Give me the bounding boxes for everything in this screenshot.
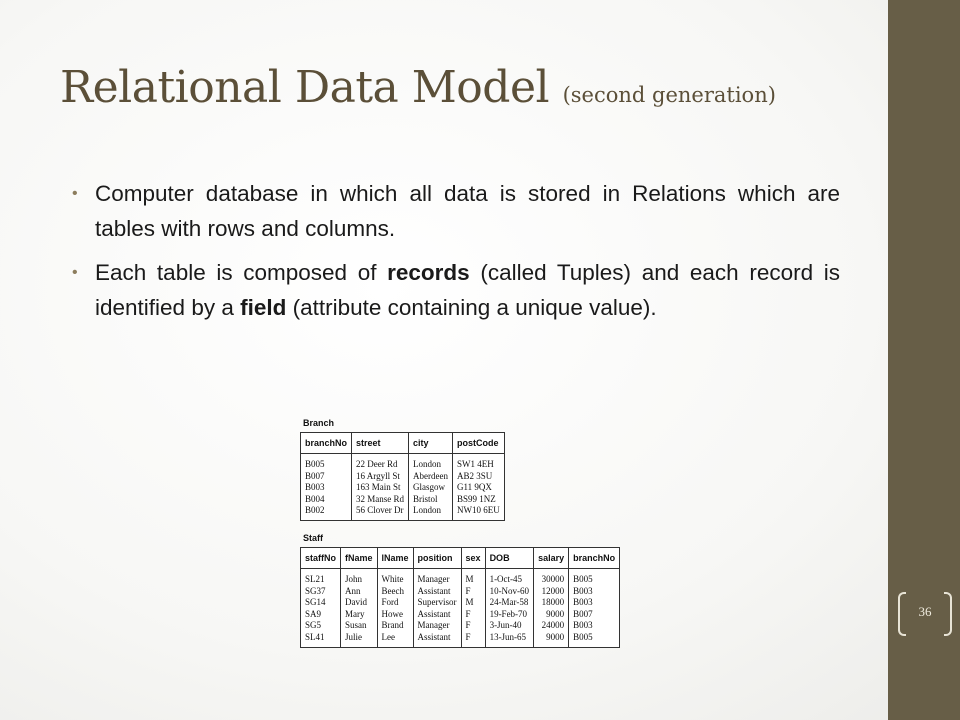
table-cell: Manager bbox=[413, 620, 461, 632]
table-row bbox=[301, 620, 620, 632]
bullet-text: (attribute containing a unique value). bbox=[286, 295, 657, 320]
table-cell: SA9 bbox=[301, 609, 341, 621]
column-header: salary bbox=[534, 547, 569, 568]
column-header: branchNo bbox=[301, 433, 352, 454]
relation-tables-figure bbox=[300, 418, 620, 648]
branch-table bbox=[300, 432, 505, 521]
table-cell: 1-Oct-45 bbox=[485, 568, 534, 585]
table-cell: Howe bbox=[377, 609, 413, 621]
table-row bbox=[301, 586, 620, 598]
table-cell: F bbox=[461, 632, 485, 647]
table-cell: 13-Jun-65 bbox=[485, 632, 534, 647]
table-cell: Lee bbox=[377, 632, 413, 647]
table-row bbox=[301, 454, 505, 471]
table-cell: F bbox=[461, 620, 485, 632]
bullet-keyword-field: field bbox=[240, 295, 287, 320]
table-cell: B003 bbox=[569, 586, 620, 598]
column-header: lName bbox=[377, 547, 413, 568]
table-cell: BS99 1NZ bbox=[453, 494, 505, 506]
table-cell: M bbox=[461, 597, 485, 609]
table-cell: F bbox=[461, 609, 485, 621]
table-cell: 16 Argyll St bbox=[352, 471, 409, 483]
table-cell: B002 bbox=[301, 505, 352, 520]
table-cell: Brand bbox=[377, 620, 413, 632]
column-header: branchNo bbox=[569, 547, 620, 568]
table-cell: 12000 bbox=[534, 586, 569, 598]
column-header: street bbox=[352, 433, 409, 454]
table-cell: SL41 bbox=[301, 632, 341, 647]
table-cell: Supervisor bbox=[413, 597, 461, 609]
table-cell: 24000 bbox=[534, 620, 569, 632]
column-header: position bbox=[413, 547, 461, 568]
staff-table-body bbox=[301, 568, 620, 647]
table-cell: London bbox=[409, 505, 453, 520]
page-number: 36 bbox=[918, 604, 932, 619]
table-cell: 32 Manse Rd bbox=[352, 494, 409, 506]
table-cell: B005 bbox=[569, 568, 620, 585]
staff-table-caption: Staff bbox=[303, 532, 323, 543]
table-cell: John bbox=[341, 568, 378, 585]
bullet-dot-icon: • bbox=[72, 185, 78, 202]
table-cell: 22 Deer Rd bbox=[352, 454, 409, 471]
page-number-badge bbox=[898, 592, 952, 632]
staff-table bbox=[300, 547, 620, 648]
table-cell: B003 bbox=[569, 597, 620, 609]
table-cell: Ford bbox=[377, 597, 413, 609]
table-cell: Mary bbox=[341, 609, 378, 621]
column-header: city bbox=[409, 433, 453, 454]
table-cell: 18000 bbox=[534, 597, 569, 609]
bullet-item bbox=[72, 176, 840, 246]
table-cell: Bristol bbox=[409, 494, 453, 506]
column-header: DOB bbox=[485, 547, 534, 568]
bullet-item bbox=[72, 255, 840, 325]
table-cell: Susan bbox=[341, 620, 378, 632]
table-cell: London bbox=[409, 454, 453, 471]
table-cell: David bbox=[341, 597, 378, 609]
table-cell: M bbox=[461, 568, 485, 585]
table-cell: NW10 6EU bbox=[453, 505, 505, 520]
table-row bbox=[301, 505, 505, 520]
bullet-text: Each table is composed of bbox=[95, 260, 388, 285]
table-cell: SG37 bbox=[301, 586, 341, 598]
column-header: postCode bbox=[453, 433, 505, 454]
table-row bbox=[301, 568, 620, 585]
table-cell: White bbox=[377, 568, 413, 585]
bullet-text: Computer database in which all data is stored in Relations which are tables with rows and columns. bbox=[95, 181, 840, 241]
branch-table-caption: Branch bbox=[303, 418, 335, 428]
table-cell: Assistant bbox=[413, 586, 461, 598]
table-cell: B007 bbox=[301, 471, 352, 483]
table-cell: Manager bbox=[413, 568, 461, 585]
table-cell: 56 Clover Dr bbox=[352, 505, 409, 520]
table-row bbox=[301, 471, 505, 483]
branch-table-block bbox=[300, 418, 620, 521]
column-header: fName bbox=[341, 547, 378, 568]
staff-table-block bbox=[300, 533, 620, 648]
table-row bbox=[301, 609, 620, 621]
table-cell: F bbox=[461, 586, 485, 598]
table-cell: B003 bbox=[569, 620, 620, 632]
table-cell: 24-Mar-58 bbox=[485, 597, 534, 609]
table-cell: B004 bbox=[301, 494, 352, 506]
table-cell: Julie bbox=[341, 632, 378, 647]
table-cell: AB2 3SU bbox=[453, 471, 505, 483]
branch-table-body bbox=[301, 454, 505, 521]
table-cell: Aberdeen bbox=[409, 471, 453, 483]
table-cell: SG14 bbox=[301, 597, 341, 609]
right-bracket bbox=[944, 592, 952, 636]
table-cell: G11 9QX bbox=[453, 482, 505, 494]
table-cell: 10-Nov-60 bbox=[485, 586, 534, 598]
table-cell: Ann bbox=[341, 586, 378, 598]
table-cell: B007 bbox=[569, 609, 620, 621]
table-cell: Beech bbox=[377, 586, 413, 598]
table-cell: B005 bbox=[569, 632, 620, 647]
table-cell: 30000 bbox=[534, 568, 569, 585]
table-cell: Assistant bbox=[413, 609, 461, 621]
branch-header-row bbox=[301, 433, 505, 454]
table-cell: 3-Jun-40 bbox=[485, 620, 534, 632]
table-cell: B003 bbox=[301, 482, 352, 494]
bullet-keyword-records: records bbox=[387, 260, 470, 285]
column-header: sex bbox=[461, 547, 485, 568]
table-cell: 9000 bbox=[534, 609, 569, 621]
bullet-list bbox=[72, 176, 840, 334]
slide-title-main: Relational Data Model bbox=[60, 62, 550, 113]
table-cell: SW1 4EH bbox=[453, 454, 505, 471]
slide-title bbox=[60, 62, 776, 113]
slide-subtitle: (second generation) bbox=[562, 83, 776, 107]
table-row bbox=[301, 632, 620, 647]
table-cell: 9000 bbox=[534, 632, 569, 647]
table-row bbox=[301, 597, 620, 609]
table-row bbox=[301, 494, 505, 506]
table-row bbox=[301, 482, 505, 494]
bullet-text: (called Tuples) and each record is identified by a bbox=[95, 260, 840, 320]
table-cell: 163 Main St bbox=[352, 482, 409, 494]
table-cell: SL21 bbox=[301, 568, 341, 585]
staff-header-row bbox=[301, 547, 620, 568]
table-cell: SG5 bbox=[301, 620, 341, 632]
table-cell: 19-Feb-70 bbox=[485, 609, 534, 621]
table-cell: B005 bbox=[301, 454, 352, 471]
table-cell: Glasgow bbox=[409, 482, 453, 494]
bullet-dot-icon: • bbox=[72, 264, 78, 281]
column-header: staffNo bbox=[301, 547, 341, 568]
table-cell: Assistant bbox=[413, 632, 461, 647]
